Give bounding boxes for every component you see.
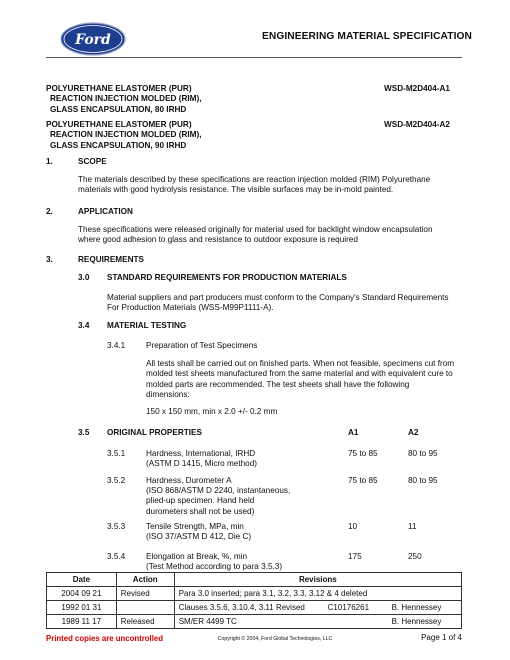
column-a2-header: A2	[408, 428, 419, 437]
revision-ref: C10176261	[324, 601, 388, 615]
requirements-heading: REQUIREMENTS	[78, 255, 144, 264]
material-a1-code: WSD-M2D404-A1	[384, 84, 450, 93]
section-3-0-text: Material suppliers and part producers must conform to the Company's Standard Requirements For Production Materials (WSS-M99P1111-A).	[107, 293, 449, 313]
property-3-5-1-number: 3.5.1	[107, 449, 126, 458]
property-3-5-3-desc: Tensile Strength, MPa, min (ISO 37/ASTM D 412, Die C)	[146, 522, 252, 542]
specimen-dimensions: 150 x 150 mm, min x 2.0 +/- 0.2 mm	[146, 407, 278, 416]
property-3-5-4-desc: Elongation at Break, %, min (Test Method according to para 3.5.3)	[146, 552, 283, 572]
table-row	[47, 587, 462, 601]
document-title: ENGINEERING MATERIAL SPECIFICATION	[262, 31, 472, 42]
revision-action	[116, 601, 174, 615]
revision-text: SM/ER 4499 TC	[174, 615, 323, 629]
header-revisions: Revisions	[174, 573, 461, 587]
revision-action: Revised	[116, 587, 174, 601]
property-3-5-1-a2: 80 to 95	[408, 449, 438, 458]
property-3-5-1-a1: 75 to 85	[348, 449, 378, 458]
property-3-5-4-a2: 250	[408, 552, 422, 561]
page-number: Page 1 of 4	[421, 633, 462, 642]
material-a2-code: WSD-M2D404-A2	[384, 120, 450, 129]
uncontrolled-notice: Printed copies are uncontrolled	[46, 634, 163, 643]
ford-logo	[60, 22, 126, 56]
section-3-4-heading: MATERIAL TESTING	[107, 321, 187, 330]
property-3-5-4-a1: 175	[348, 552, 362, 561]
section-3-4-1-heading: Preparation of Test Specimens	[146, 341, 258, 350]
application-number: 2.	[46, 207, 53, 216]
revision-author: B. Hennessey	[388, 615, 462, 629]
property-3-5-2-a1: 75 to 85	[348, 476, 378, 485]
material-a2-name: POLYURETHANE ELASTOMER (PUR) REACTION INJECTION MOLDED (RIM), GLASS ENCAPSULATION, 90 IRHD	[46, 120, 202, 150]
revision-text: Clauses 3.5.6, 3.10.4, 3.11 Revised	[174, 601, 323, 615]
section-3-0-heading: STANDARD REQUIREMENTS FOR PRODUCTION MATERIALS	[107, 273, 347, 282]
property-3-5-2-desc: Hardness, Durometer A (ISO 868/ASTM D 2240, instantaneous, plied-up specimen. Hand held durometers shall not be used)	[146, 476, 291, 516]
section-3-4-1-text: All tests shall be carried out on finished parts. When not feasible, specimens cut from molded test sheets manufactured from the same material and with equivalent cure to molded parts are recommended. The test sheets shall have the following dimensions:	[146, 359, 455, 400]
section-3-4-1-number: 3.4.1	[107, 341, 126, 350]
header-date: Date	[47, 573, 117, 587]
column-a1-header: A1	[348, 428, 359, 437]
header-action: Action	[116, 573, 174, 587]
property-3-5-2-a2: 80 to 95	[408, 476, 438, 485]
property-3-5-3-number: 3.5.3	[107, 522, 126, 531]
revisions-table	[46, 572, 462, 629]
revision-date: 1992 01 31	[47, 601, 117, 615]
section-3-0-number: 3.0	[78, 273, 90, 282]
revision-ref	[324, 615, 388, 629]
revision-text: Para 3.0 inserted; para 3.1, 3.2, 3.3, 3.12 & 4 deleted	[174, 587, 461, 601]
material-a1-name: POLYURETHANE ELASTOMER (PUR) REACTION INJECTION MOLDED (RIM), GLASS ENCAPSULATION, 80 IRHD	[46, 84, 202, 114]
scope-number: 1.	[46, 157, 53, 166]
section-3-5-number: 3.5	[78, 428, 90, 437]
property-3-5-3-a2: 11	[408, 522, 417, 531]
table-row	[47, 615, 462, 629]
section-3-5-heading: ORIGINAL PROPERTIES	[107, 428, 202, 437]
application-heading: APPLICATION	[78, 207, 133, 216]
table-row	[47, 601, 462, 615]
scope-text: The materials described by these specifications are reaction injection molded (RIM) Polyurethane materials with good hydrolysis resistance. The visible surfaces may be in-mold painted.	[78, 175, 431, 195]
revision-date: 2004 09 21	[47, 587, 117, 601]
property-3-5-3-a1: 10	[348, 522, 358, 531]
section-3-4-number: 3.4	[78, 321, 90, 330]
revision-action: Released	[116, 615, 174, 629]
ford-logo-text: Ford	[75, 32, 111, 48]
property-3-5-1-desc: Hardness, International, IRHD (ASTM D 1415, Micro method)	[146, 449, 258, 469]
scope-heading: SCOPE	[78, 157, 107, 166]
application-text: These specifications were released originally for material used for backlight window encapsulation where good adhesion to glass and resistance to outdoor exposure is required	[78, 225, 433, 245]
property-3-5-4-number: 3.5.4	[107, 552, 126, 561]
revisions-header-row	[47, 573, 462, 587]
revision-date: 1989 11 17	[47, 615, 117, 629]
requirements-number: 3.	[46, 255, 53, 264]
property-3-5-2-number: 3.5.2	[107, 476, 126, 485]
header-divider	[46, 57, 462, 58]
revision-author: B. Hennessey	[388, 601, 462, 615]
copyright-notice: Copyright © 2004, Ford Global Technologies, LLC	[217, 636, 333, 642]
